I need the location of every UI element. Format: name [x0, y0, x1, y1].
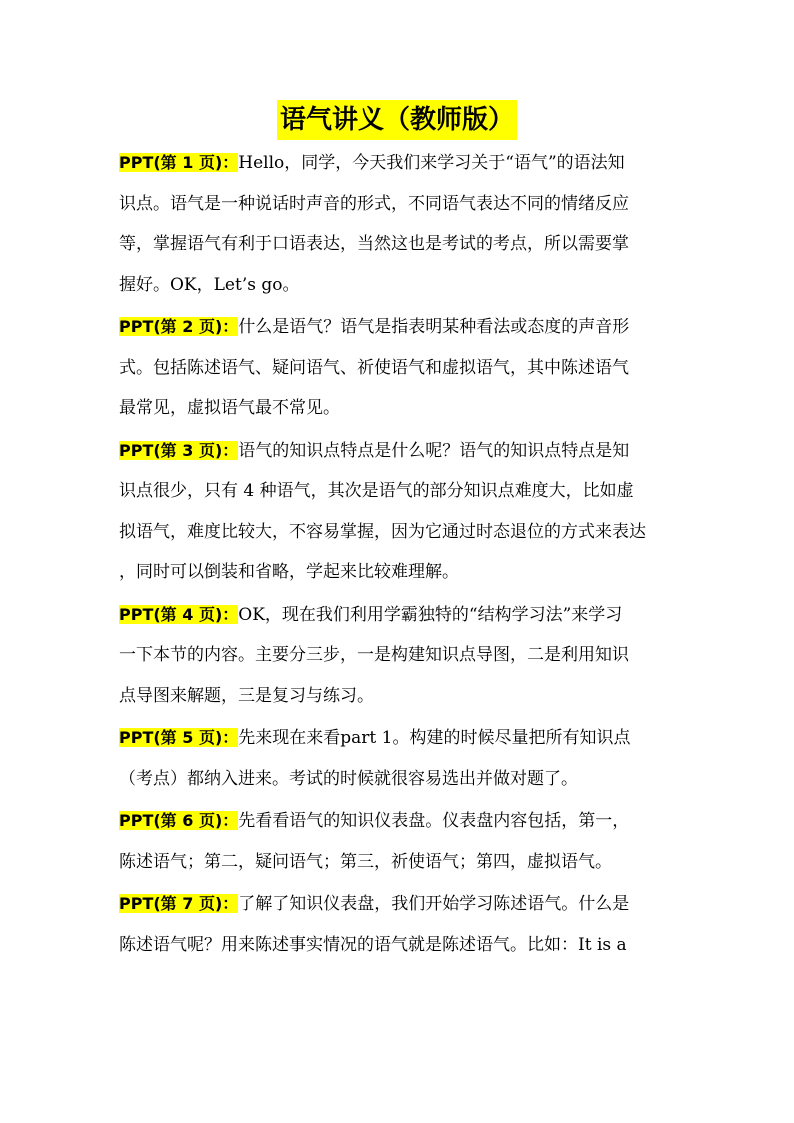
paragraph-line [119, 718, 681, 759]
paragraph-line [119, 143, 681, 184]
line-text: 识点很少，只有 4 种语气，其次是语气的部分知识点难度大，比如虚 [119, 481, 634, 501]
paragraph-ppt-6 [119, 801, 681, 882]
line-text: ，同时可以倒装和省略，学起来比较难理解。 [119, 562, 459, 582]
line-text: 陈述语气呢？用来陈述事实情况的语气就是陈述语气。比如：It is a [119, 934, 627, 955]
line-text: （考点）都纳入进来。考试的时候就很容易选出并做对题了。 [119, 768, 578, 789]
document-title: 语气讲义（教师版） [277, 100, 517, 140]
paragraph-line [119, 595, 681, 636]
paragraph-ppt-7 [119, 884, 681, 965]
paragraph-line [119, 512, 681, 553]
line-text: 式。包括陈述语气、疑问语气、祈使语气和虚拟语气，其中陈述语气 [119, 357, 629, 378]
ppt-page-tag: PPT(第 1 页)： [119, 153, 239, 172]
document-body [119, 143, 681, 967]
paragraph-line [119, 552, 681, 593]
paragraph-line [119, 884, 681, 925]
ppt-page-tag: PPT(第 4 页)： [119, 604, 239, 624]
ppt-page-tag: PPT(第 7 页)： [119, 894, 239, 913]
ppt-page-tag: PPT(第 5 页)： [119, 728, 239, 747]
line-text: 先来现在来看part 1。构建的时候尽量把所有知识点 [238, 728, 631, 748]
line-text: 握好。OK，Let’s go。 [119, 274, 300, 295]
line-text: 先看看语气的知识仪表盘。仪表盘内容包括，第一， [238, 811, 630, 831]
paragraph-line [119, 388, 681, 429]
line-text: 拟语气，难度比较大，不容易掌握，因为它通过时态退位的方式来表达 [119, 521, 646, 542]
ppt-page-tag: PPT(第 3 页)： [119, 440, 239, 460]
line-text: 了解了知识仪表盘，我们开始学习陈述语气。什么是 [238, 894, 630, 914]
paragraph-line [119, 265, 681, 306]
paragraph-line [119, 759, 681, 800]
title-wrapper [0, 100, 794, 140]
paragraph-line [119, 842, 681, 883]
paragraph-line [119, 925, 681, 966]
paragraph-ppt-1 [119, 143, 681, 305]
line-text: 点导图来解题，三是复习与练习。 [119, 685, 374, 706]
paragraph-line [119, 471, 681, 512]
paragraph-line [119, 224, 681, 265]
paragraph-line [119, 676, 681, 717]
paragraph-ppt-2 [119, 307, 681, 429]
paragraph-line [119, 431, 681, 472]
paragraph-line [119, 801, 681, 842]
line-text: 语气的知识点特点是什么呢？语气的知识点特点是知 [238, 440, 630, 461]
ppt-page-tag: PPT(第 2 页)： [119, 317, 239, 336]
line-text: 一下本节的内容。主要分三步，一是构建知识点导图，二是利用知识 [119, 645, 629, 665]
ppt-page-tag: PPT(第 6 页)： [119, 811, 239, 830]
line-text: OK，现在我们利用学霸独特的“结构学习法”来学习 [238, 604, 623, 625]
paragraph-line [119, 307, 681, 348]
paragraph-ppt-5 [119, 718, 681, 799]
line-text: 最常见，虚拟语气最不常见。 [119, 398, 340, 418]
paragraph-line [119, 635, 681, 676]
paragraph-ppt-3 [119, 431, 681, 593]
paragraph-ppt-4 [119, 595, 681, 717]
line-text: 等，掌握语气有利于口语表达，当然这也是考试的考点，所以需要掌 [119, 234, 629, 254]
line-text: 识点。语气是一种说话时声音的形式，不同语气表达不同的情绪反应 [119, 193, 629, 214]
line-text: Hello，同学，今天我们来学习关于“语气”的语法知 [238, 153, 625, 173]
line-text: 陈述语气；第二，疑问语气；第三，祈使语气；第四，虚拟语气。 [119, 851, 612, 872]
paragraph-line [119, 348, 681, 389]
paragraph-line [119, 184, 681, 225]
line-text: 什么是语气？语气是指表明某种看法或态度的声音形 [238, 317, 630, 337]
